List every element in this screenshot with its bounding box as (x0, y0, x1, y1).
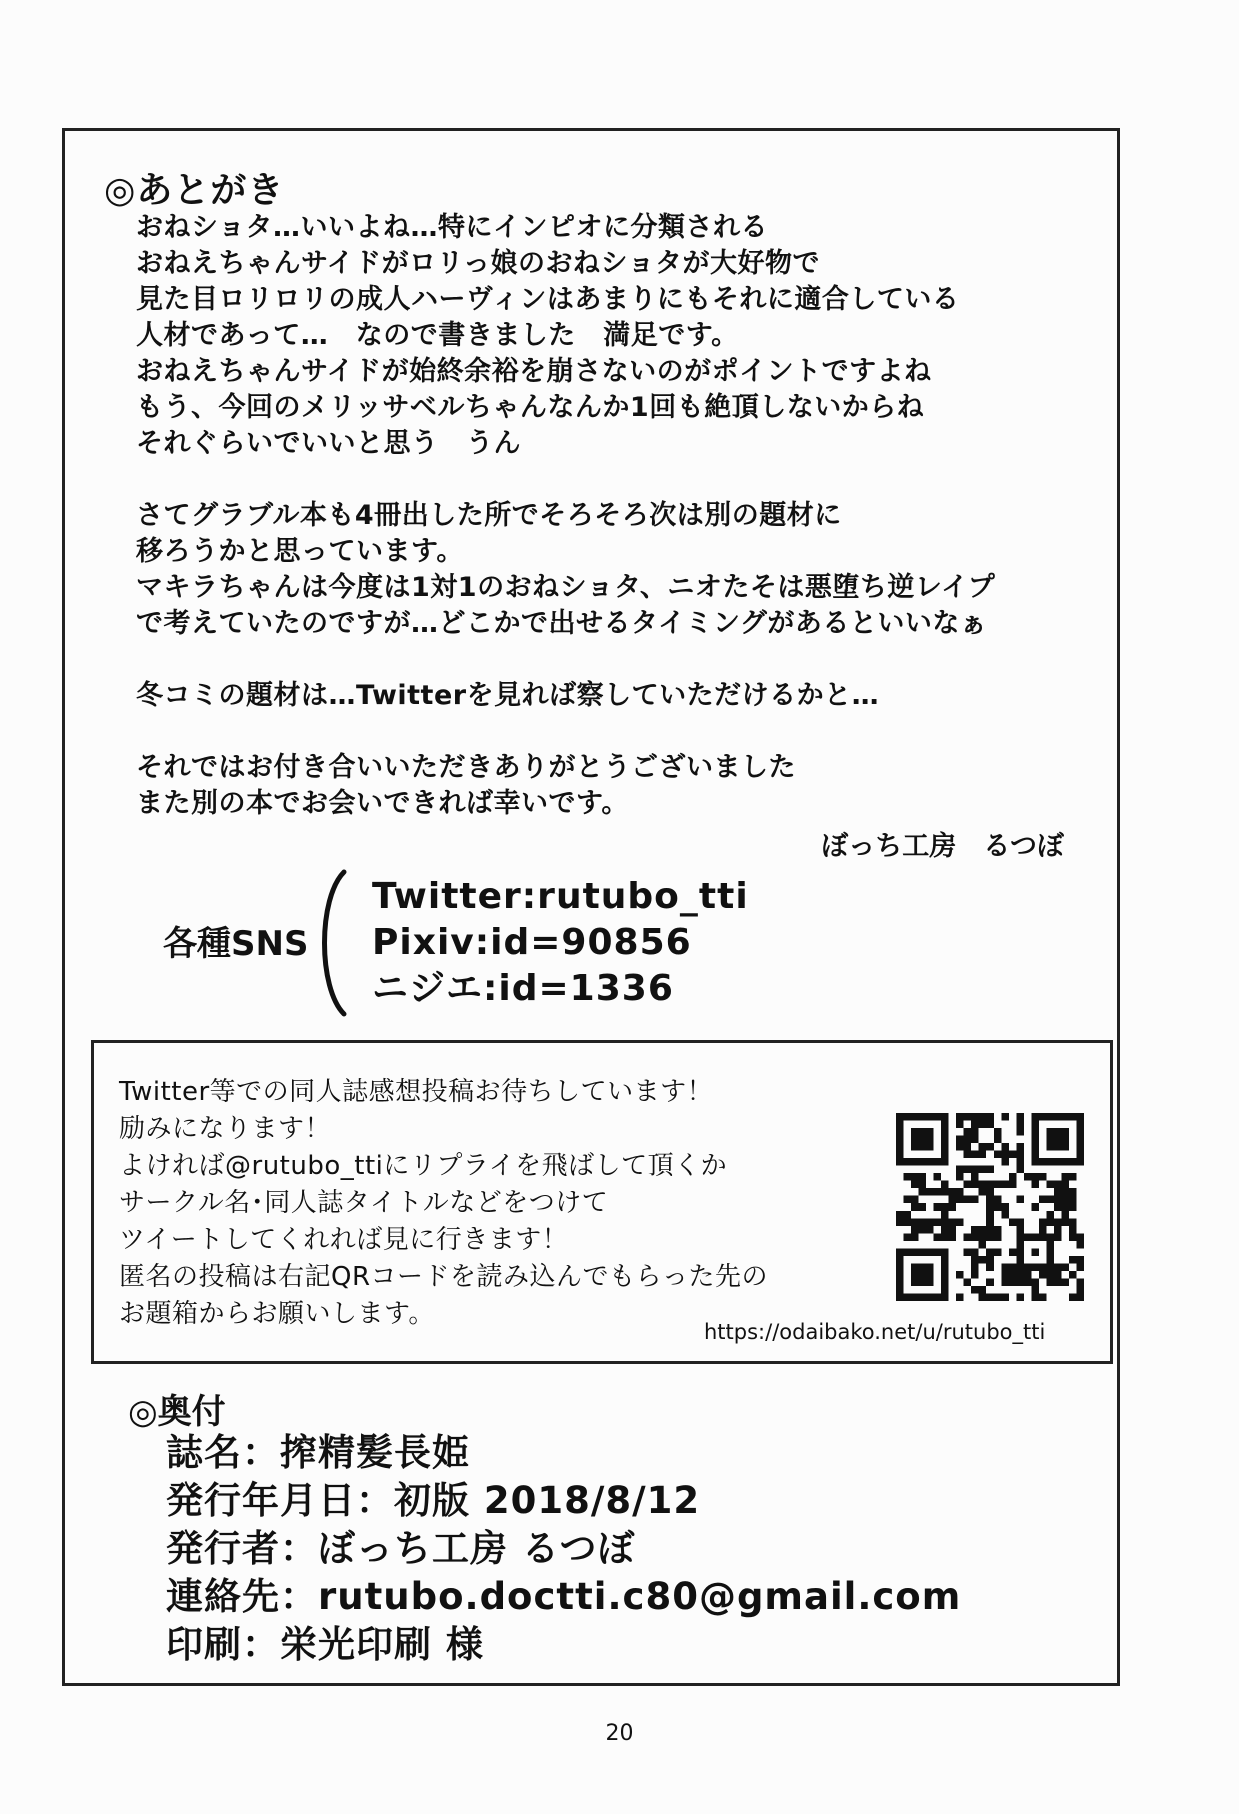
colophon-value: ぼっち工房 るつぼ (318, 1527, 636, 1570)
colophon-row-printer (166, 1621, 961, 1669)
afterword-line: それぐらいでいいと思う うん (136, 428, 521, 459)
sns-item-twitter: Twitter:rutubo_tti (372, 876, 749, 917)
afterword-body (136, 210, 1096, 822)
feedback-line: お題箱からお願いします。 (119, 1299, 435, 1329)
colophon-title: ◎奥付 (128, 1392, 226, 1432)
afterword-title: ◎あとがき (104, 170, 285, 211)
feedback-line: Twitter等での同人誌感想投稿お待ちしています！ (119, 1077, 714, 1107)
afterword-line: おねえちゃんサイドがロリっ娘のおねショタが大好物で (136, 248, 820, 279)
feedback-line: よければ@rutubo_ttiにリプライを飛ばして頂くか (119, 1151, 728, 1181)
feedback-line: サークル名･同人誌タイトルなどをつけて (119, 1188, 609, 1218)
colophon-row-title (166, 1429, 961, 1477)
afterword-line: それではお付き合いいただきありがとうございました (136, 752, 796, 783)
colophon-row-contact (166, 1573, 961, 1621)
feedback-line: 匿名の投稿は右記QRコードを読み込んでもらった先の (119, 1262, 769, 1292)
feedback-text (119, 1074, 768, 1333)
colophon-label: 発行者 ： (166, 1527, 318, 1570)
author-signature: ぼっち工房 るつぼ (821, 831, 1064, 862)
colophon-label: 誌名 ： (166, 1431, 280, 1474)
afterword-line: で考えていたのですが…どこかで出せるタイミングがあるといいなぁ (136, 608, 988, 639)
colophon-row-publisher (166, 1525, 961, 1573)
colophon-row-date (166, 1477, 961, 1525)
sns-item-pixiv: Pixiv:id=90856 (372, 922, 692, 963)
sns-item-nijie: ニジエ:id=1336 (372, 968, 674, 1009)
colophon-label: 印刷 ： (166, 1623, 280, 1666)
colophon-value: 搾精髪長姫 (280, 1431, 470, 1474)
afterword-line: もう、今回のメリッサベルちゃんなんか1回も絶頂しないからね (136, 392, 925, 423)
afterword-line: 見た目ロリロリの成人ハーヴィンはあまりにもそれに適合している (136, 284, 960, 315)
afterword-line: マキラちゃんは今度は1対1のおねショタ、ニオたそは悪堕ち逆レイプ (136, 572, 996, 603)
afterword-line: おねえちゃんサイドが始終余裕を崩さないのがポイントですよね (136, 356, 932, 387)
afterword-line: さてグラブル本も4冊出した所でそろそろ次は別の題材に (136, 500, 842, 531)
afterword-line: 人材であって… なので書きました 満足です。 (136, 320, 739, 351)
colophon (166, 1429, 961, 1669)
colophon-value: 初版 2018/8/12 (394, 1479, 701, 1522)
paragraph-gap (136, 714, 1096, 750)
afterword-line: おねショタ…いいよね…特にインピオに分類される (136, 212, 768, 243)
sns-list (372, 874, 749, 1012)
afterword-line: また別の本でお会いできれば幸いです。 (136, 788, 629, 819)
left-brace-icon (310, 868, 350, 1018)
colophon-value: 栄光印刷 様 (280, 1623, 484, 1666)
page-number: 20 (605, 1721, 634, 1746)
sns-label: 各種SNS (163, 924, 309, 964)
colophon-label: 発行年月日 ： (166, 1479, 394, 1522)
colophon-value: rutubo.doctti.c80@gmail.com (318, 1575, 962, 1618)
qr-code-icon (896, 1113, 1084, 1301)
afterword-line: 冬コミの題材は…Twitterを見れば察していただけるかと… (136, 680, 880, 711)
afterword-line: 移ろうかと思っています。 (136, 536, 464, 567)
paragraph-gap (136, 462, 1096, 498)
paragraph-gap (136, 642, 1096, 678)
colophon-label: 連絡先 ： (166, 1575, 318, 1618)
feedback-line: ツイートしてくれれば見に行きます！ (119, 1225, 569, 1255)
feedback-line: 励みになります！ (119, 1114, 332, 1144)
odaibako-url: https://odaibako.net/u/rutubo_tti (704, 1320, 1046, 1344)
